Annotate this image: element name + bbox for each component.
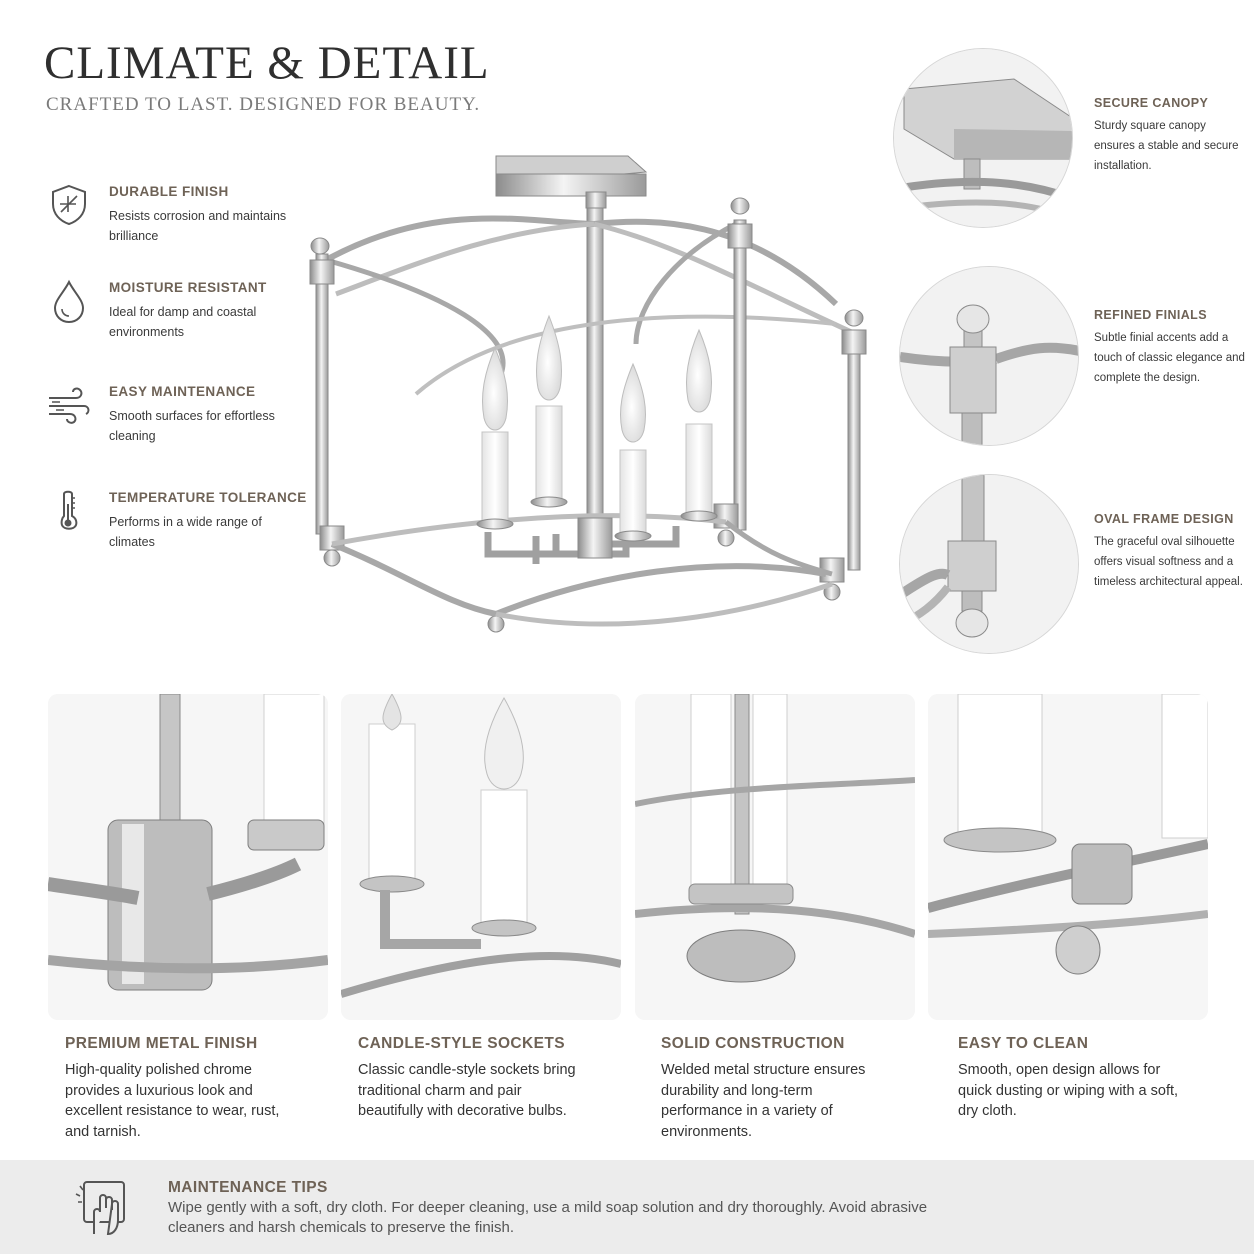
detail-title: OVAL FRAME DESIGN — [1094, 512, 1234, 526]
detail-circle-oval-frame — [899, 474, 1079, 654]
feature-description: Performs in a wide range of climates — [109, 515, 262, 549]
detail-description: Sturdy square canopy ensures a stable and secure installation. — [1094, 120, 1239, 172]
panel-description: High-quality polished chrome provides a luxurious look and excellent resistance to wear, rust, and tarnish. — [65, 1062, 280, 1140]
detail-refined-finials — [1094, 308, 1246, 388]
chandelier-illustration — [296, 134, 876, 654]
feature-description: Smooth surfaces for effortless cleaning — [109, 409, 275, 443]
feature-description: Resists corrosion and maintains brilliance — [109, 209, 287, 243]
easy-clean-closeup-image — [928, 694, 1208, 1020]
detail-secure-canopy — [1094, 96, 1246, 176]
feature-temperature-tolerance — [46, 488, 336, 568]
feature-description: Ideal for damp and coastal environments — [109, 305, 257, 339]
panel-description: Classic candle-style sockets bring traditional charm and pair beautifully with decorative bulbs. — [358, 1062, 576, 1119]
shield-icon — [46, 182, 92, 228]
panel-candle-style-sockets-image — [341, 694, 621, 1020]
feature-title: MOISTURE RESISTANT — [109, 280, 267, 295]
canopy-closeup-image — [894, 49, 1073, 228]
page-subtitle: CRAFTED TO LAST. DESIGNED FOR BEAUTY. — [46, 94, 481, 115]
panel-solid-construction-image — [635, 694, 915, 1020]
detail-oval-frame-design — [1094, 512, 1246, 592]
tips-description: Wipe gently with a soft, dry cloth. For deeper cleaning, use a mild soap solution and dry thoroughly. Avoid abrasive cleaners and harsh chemicals to preserve the finish. — [168, 1199, 928, 1236]
feature-title: TEMPERATURE TOLERANCE — [109, 490, 307, 505]
detail-description: The graceful oval silhouette offers visual softness and a timeless architectural appeal. — [1094, 536, 1243, 588]
detail-title: REFINED FINIALS — [1094, 308, 1207, 322]
maintenance-tips-banner — [0, 1160, 1254, 1254]
finial-closeup-image — [900, 267, 1079, 446]
panel-easy-to-clean-image — [928, 694, 1208, 1020]
feature-title: EASY MAINTENANCE — [109, 384, 256, 399]
panel-title: EASY TO CLEAN — [958, 1035, 1089, 1052]
feature-moisture-resistant — [46, 278, 336, 358]
metal-finish-closeup-image — [48, 694, 328, 1020]
water-drop-icon — [46, 278, 92, 324]
detail-circle-finials — [899, 266, 1079, 446]
oval-frame-closeup-image — [900, 475, 1079, 654]
panel-description: Welded metal structure ensures durability and long-term performance in a variety of environments. — [661, 1062, 866, 1140]
panel-title: PREMIUM METAL FINISH — [65, 1035, 258, 1052]
tips-title: MAINTENANCE TIPS — [168, 1179, 328, 1196]
detail-circle-canopy — [893, 48, 1073, 228]
wind-icon — [46, 382, 92, 428]
feature-easy-maintenance — [46, 382, 336, 462]
feature-durable-finish — [46, 182, 336, 262]
construction-closeup-image — [635, 694, 915, 1020]
feature-title: DURABLE FINISH — [109, 184, 229, 199]
panel-premium-metal-finish-image — [48, 694, 328, 1020]
panel-title: CANDLE-STYLE SOCKETS — [358, 1035, 565, 1052]
detail-description: Subtle finial accents add a touch of classic elegance and complete the design. — [1094, 332, 1245, 384]
thermometer-icon — [46, 488, 92, 534]
panel-description: Smooth, open design allows for quick dusting or wiping with a soft, dry cloth. — [958, 1062, 1179, 1119]
hand-wiping-icon — [72, 1178, 136, 1238]
page-title: CLIMATE & DETAIL — [44, 37, 490, 89]
detail-title: SECURE CANOPY — [1094, 96, 1209, 110]
panel-title: SOLID CONSTRUCTION — [661, 1035, 845, 1052]
candle-sockets-closeup-image — [341, 694, 621, 1020]
